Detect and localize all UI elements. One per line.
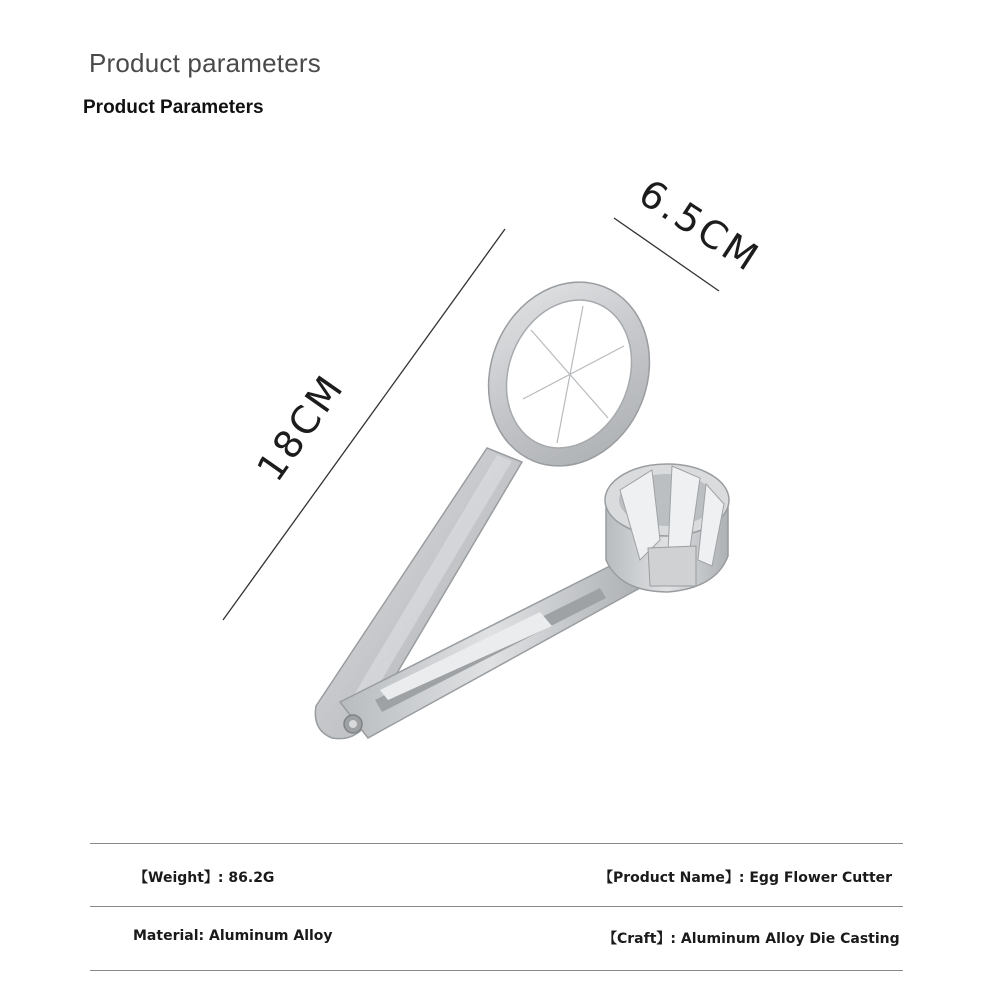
width-label: 6.5CM: [631, 170, 769, 281]
spec-weight: 【Weight】: 86.2G: [134, 870, 275, 886]
length-label: 18CM: [248, 365, 354, 490]
spec-craft: 【Craft】: Aluminum Alloy Die Casting: [603, 931, 900, 947]
table-rule-bottom: [90, 970, 903, 971]
spec-product-name: 【Product Name】: Egg Flower Cutter: [599, 870, 893, 886]
spec-material: Material: Aluminum Alloy: [133, 928, 333, 944]
section-subtitle: Product Parameters: [83, 97, 264, 118]
table-rule-middle: [90, 906, 903, 907]
table-rule-top: [90, 843, 903, 844]
egg-flower-cutter-icon: [315, 258, 729, 739]
page-title: Product parameters: [89, 48, 321, 78]
